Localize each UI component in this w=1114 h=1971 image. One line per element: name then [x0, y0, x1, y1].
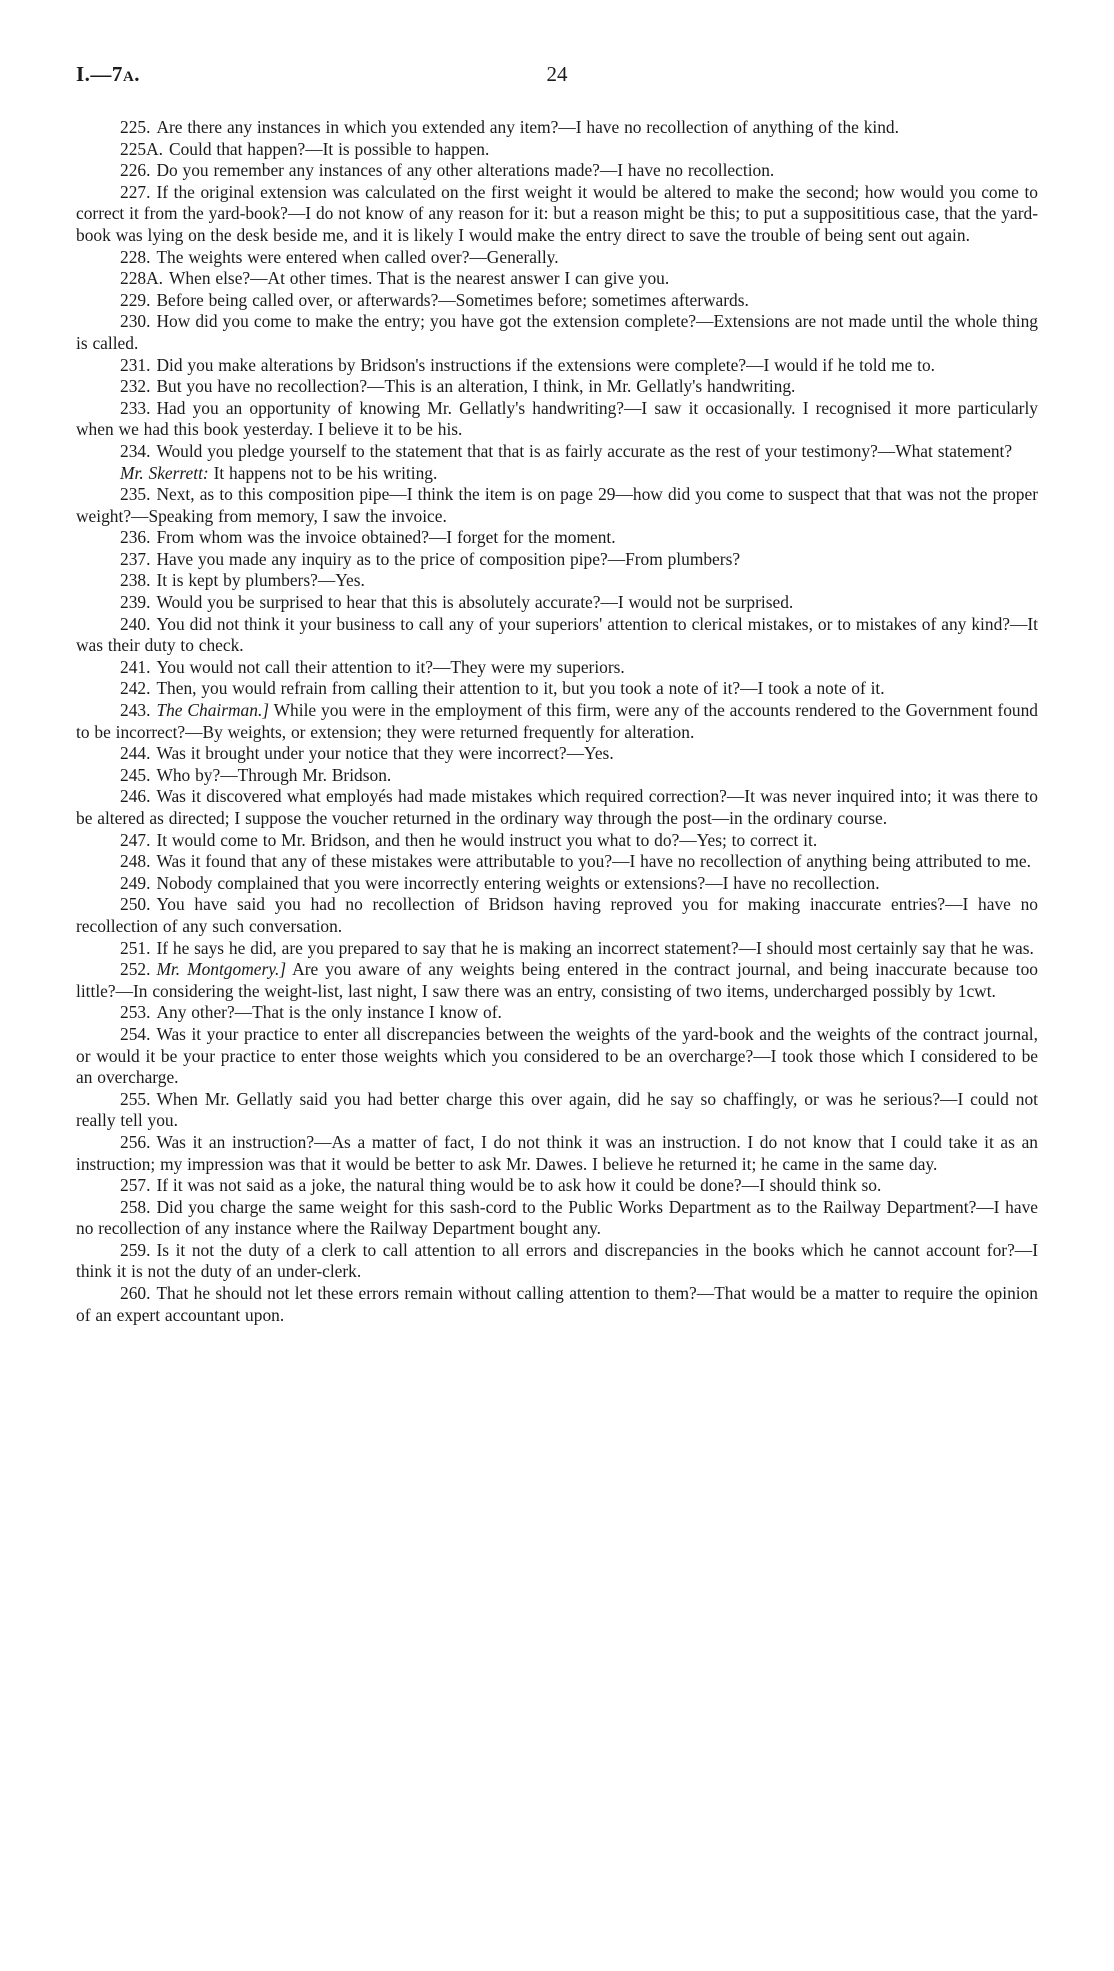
question-answer-text: You did not think it your business to call any of your superiors' attention to clerical mistakes, or to mistakes of any kind?—It was their duty to check. — [76, 613, 1038, 656]
testimony-paragraph — [76, 700, 1038, 743]
testimony-paragraph — [76, 484, 1038, 527]
question-number: 233. — [120, 397, 151, 418]
question-number: 243. — [120, 700, 151, 721]
testimony-paragraph — [76, 247, 1038, 269]
question-answer-text: When else?—At other times. That is the nearest answer I can give you. — [169, 268, 670, 289]
question-number: 247. — [120, 829, 151, 850]
question-answer-text: That he should not let these errors remain without calling attention to them?—That would be a matter to require the opinion of an expert accountant upon. — [76, 1283, 1038, 1325]
question-answer-text: It is kept by plumbers?—Yes. — [156, 570, 365, 591]
testimony-paragraph — [76, 311, 1038, 354]
testimony-paragraph — [76, 268, 1038, 290]
question-answer-text: How did you come to make the entry; you have got the extension complete?—Extensions are not made until the whole thing is called. — [76, 311, 1038, 353]
testimony-paragraph — [76, 743, 1038, 765]
testimony-paragraph — [76, 657, 1038, 679]
question-answer-text: Was it an instruction?—As a matter of fact, I do not think it was an instruction. I do not know that I could take it as an instruction; my impression was that it would be better to ask Mr. Dawes. I believe he returned it; he came in the same day. — [76, 1131, 1038, 1174]
question-answer-text: Did you charge the same weight for this sash-cord to the Public Works Department as to the Railway Department?—I have no recollection of any instance where the Railway Department bought any. — [76, 1196, 1038, 1239]
question-number: 260. — [120, 1283, 151, 1304]
testimony-paragraph — [76, 592, 1038, 614]
testimony-paragraph — [76, 786, 1038, 829]
testimony-paragraph — [76, 1089, 1038, 1132]
question-number: 232. — [120, 376, 151, 397]
question-answer-text: Next, as to this composition pipe—I think the item is on page 29—how did you come to suspect that that was not the proper weight?—Speaking from memory, I saw the invoice. — [76, 484, 1038, 526]
question-answer-text: Then, you would refrain from calling their attention to it, but you took a note of it?—I took a note of it. — [156, 678, 885, 699]
testimony-paragraph — [76, 873, 1038, 895]
page-number: 24 — [546, 62, 568, 86]
question-answer-text: The weights were entered when called over?—Generally. — [156, 246, 559, 267]
question-answer-text: Did you make alterations by Bridson's instructions if the extensions were complete?—I would if he told me to. — [156, 354, 936, 375]
section-label: I.—7A. — [76, 62, 141, 86]
speaker-name: Mr. Skerrett: — [120, 462, 209, 483]
question-answer-text: Have you made any inquiry as to the price of composition pipe?—From plumbers? — [156, 548, 741, 569]
testimony-paragraph — [76, 959, 1038, 1002]
speaker-name: The Chairman.] — [156, 700, 270, 721]
question-number: 229. — [120, 289, 151, 310]
testimony-paragraph — [76, 527, 1038, 549]
question-answer-text: From whom was the invoice obtained?—I forget for the moment. — [156, 527, 616, 548]
testimony-paragraph — [76, 765, 1038, 787]
question-number: 249. — [120, 872, 151, 893]
question-answer-text: It would come to Mr. Bridson, and then he would instruct you what to do?—Yes; to correct it. — [156, 829, 818, 850]
testimony-paragraph — [76, 938, 1038, 960]
testimony-paragraph — [76, 376, 1038, 398]
question-answer-text: Is it not the duty of a clerk to call attention to all errors and discrepancies in the books which he cannot account for?—I think it is not the duty of an under-clerk. — [76, 1239, 1038, 1282]
question-number: 234. — [120, 440, 151, 461]
question-answer-text: Had you an opportunity of knowing Mr. Gellatly's handwriting?—I saw it occasionally. I recognised it more particularly when we had this book yesterday. I believe it to be his. — [76, 397, 1038, 440]
testimony-paragraph — [76, 894, 1038, 937]
testimony-paragraph — [76, 1024, 1038, 1089]
question-number: 239. — [120, 592, 151, 613]
testimony-paragraph — [76, 160, 1038, 182]
testimony-paragraph — [76, 139, 1038, 161]
question-answer-text: You have said you had no recollection of Bridson having reproved you for making inaccurate entries?—I have no recollection of any such conversation. — [76, 894, 1038, 936]
question-answer-text: Before being called over, or afterwards?—Sometimes before; sometimes afterwards. — [156, 289, 749, 310]
question-number: 225. — [120, 117, 151, 137]
question-answer-text: Was it brought under your notice that they were incorrect?—Yes. — [156, 743, 614, 764]
question-number: 255. — [120, 1088, 151, 1109]
question-answer-text: Any other?—That is the only instance I know of. — [156, 1002, 502, 1023]
question-number: 226. — [120, 160, 151, 181]
question-number: 228. — [120, 246, 151, 267]
question-number: 238. — [120, 570, 151, 591]
question-answer-text: If it was not said as a joke, the natural thing would be to ask how it could be done?—I should think so. — [156, 1175, 882, 1196]
question-answer-text: Was it found that any of these mistakes were attributable to you?—I have no recollection of anything being attributed to me. — [156, 851, 1031, 872]
question-answer-text: While you were in the employment of this firm, were any of the accounts rendered to the Government found to be incorrect?—By weights, or extension; they were returned frequently for alteration. — [76, 700, 1038, 742]
question-answer-text: Who by?—Through Mr. Bridson. — [156, 764, 392, 785]
question-answer-text: Would you be surprised to hear that this is absolutely accurate?—I would not be surprised. — [156, 592, 794, 613]
question-answer-text: Was it your practice to enter all discrepancies between the weights of the yard-book and the weights of the contract journal, or would it be your practice to enter those weights which you considered to be an overcharge?—I took those which I considered to be an overcharge. — [76, 1023, 1038, 1088]
question-number: 240. — [120, 613, 151, 634]
testimony-paragraph — [76, 1197, 1038, 1240]
testimony-paragraph — [76, 182, 1038, 247]
question-answer-text: Are you aware of any weights being entered in the contract journal, and being inaccurate because too little?—In considering the weight-list, last night, I saw there was an entry, consisting of two items, undercharged possibly by 1cwt. — [76, 959, 1038, 1001]
testimony-paragraph — [76, 678, 1038, 700]
question-number: 241. — [120, 656, 151, 677]
question-number: 257. — [120, 1175, 151, 1196]
testimony-paragraph — [76, 549, 1038, 571]
question-answer-text: When Mr. Gellatly said you had better charge this over again, did he say so chaffingly, or was he serious?—I could not really tell you. — [76, 1088, 1038, 1131]
testimony-paragraph — [76, 1132, 1038, 1175]
testimony-paragraph — [76, 355, 1038, 377]
testimony-paragraph — [76, 398, 1038, 441]
testimony-paragraph — [76, 290, 1038, 312]
question-number: 235. — [120, 484, 151, 505]
question-number: 256. — [120, 1131, 151, 1152]
question-number: 259. — [120, 1239, 151, 1260]
question-number: 251. — [120, 937, 151, 958]
question-number: 225A. — [120, 138, 163, 159]
question-answer-text: If the original extension was calculated on the first weight it would be altered to make the second; how would you come to correct it from the yard-book?—I do not know of any reason for it: but a reason might be this; to put a supposititious case, that the yard-book was lying on the desk beside me, and it is likely I would make the entry direct to save the trouble of being sent out again. — [76, 181, 1038, 245]
question-number: 246. — [120, 786, 151, 807]
page-header — [0, 62, 1114, 94]
question-answer-text: Nobody complained that you were incorrectly entering weights or extensions?—I have no recollection. — [156, 872, 880, 893]
question-number: 231. — [120, 354, 151, 375]
question-number: 252. — [120, 959, 151, 980]
testimony-paragraph — [76, 614, 1038, 657]
question-answer-text: Would you pledge yourself to the statement that that is as fairly accurate as the rest of your testimony?—What statement? — [156, 440, 1013, 461]
testimony-paragraph — [76, 1240, 1038, 1283]
testimony-paragraph — [76, 1283, 1038, 1326]
testimony-paragraph — [76, 570, 1038, 592]
question-answer-text: Was it discovered what employés had made mistakes which required correction?—It was never inquired into; it was there to be altered as directed; I suppose the voucher returned in the ordinary way through the post—in the ordinary course. — [76, 786, 1038, 828]
question-number: 228A. — [120, 268, 163, 289]
question-answer-text: But you have no recollection?—This is an alteration, I think, in Mr. Gellatly's handwriting. — [156, 376, 796, 397]
question-number: 245. — [120, 764, 151, 785]
question-number: 254. — [120, 1023, 151, 1044]
question-number: 248. — [120, 851, 151, 872]
question-number: 258. — [120, 1196, 151, 1217]
question-answer-text: Do you remember any instances of any other alterations made?—I have no recollection. — [156, 160, 775, 181]
question-number: 237. — [120, 548, 151, 569]
question-number: 250. — [120, 894, 151, 915]
speaker-name: Mr. Montgomery.] — [156, 959, 287, 980]
testimony-paragraph — [76, 463, 1038, 485]
question-answer-text: You would not call their attention to it?—They were my superiors. — [156, 656, 625, 677]
question-number: 242. — [120, 678, 151, 699]
question-answer-text: Are there any instances in which you extended any item?—I have no recollection of anything of the kind. — [156, 117, 899, 137]
question-answer-text: It happens not to be his writing. — [213, 462, 438, 483]
question-number: 244. — [120, 743, 151, 764]
testimony-paragraph — [76, 830, 1038, 852]
testimony-paragraph — [76, 1175, 1038, 1197]
testimony-paragraph — [76, 1002, 1038, 1024]
question-number: 253. — [120, 1002, 151, 1023]
testimony-paragraph — [76, 851, 1038, 873]
testimony-paragraph — [76, 441, 1038, 463]
question-answer-text: If he says he did, are you prepared to say that he is making an incorrect statement?—I should most certainly say that he was. — [156, 937, 1034, 958]
testimony-paragraph — [76, 117, 1038, 139]
question-number: 230. — [120, 311, 151, 332]
testimony-body — [76, 117, 1038, 1326]
question-number: 227. — [120, 181, 151, 202]
question-answer-text: Could that happen?—It is possible to happen. — [169, 138, 490, 159]
question-number: 236. — [120, 527, 151, 548]
